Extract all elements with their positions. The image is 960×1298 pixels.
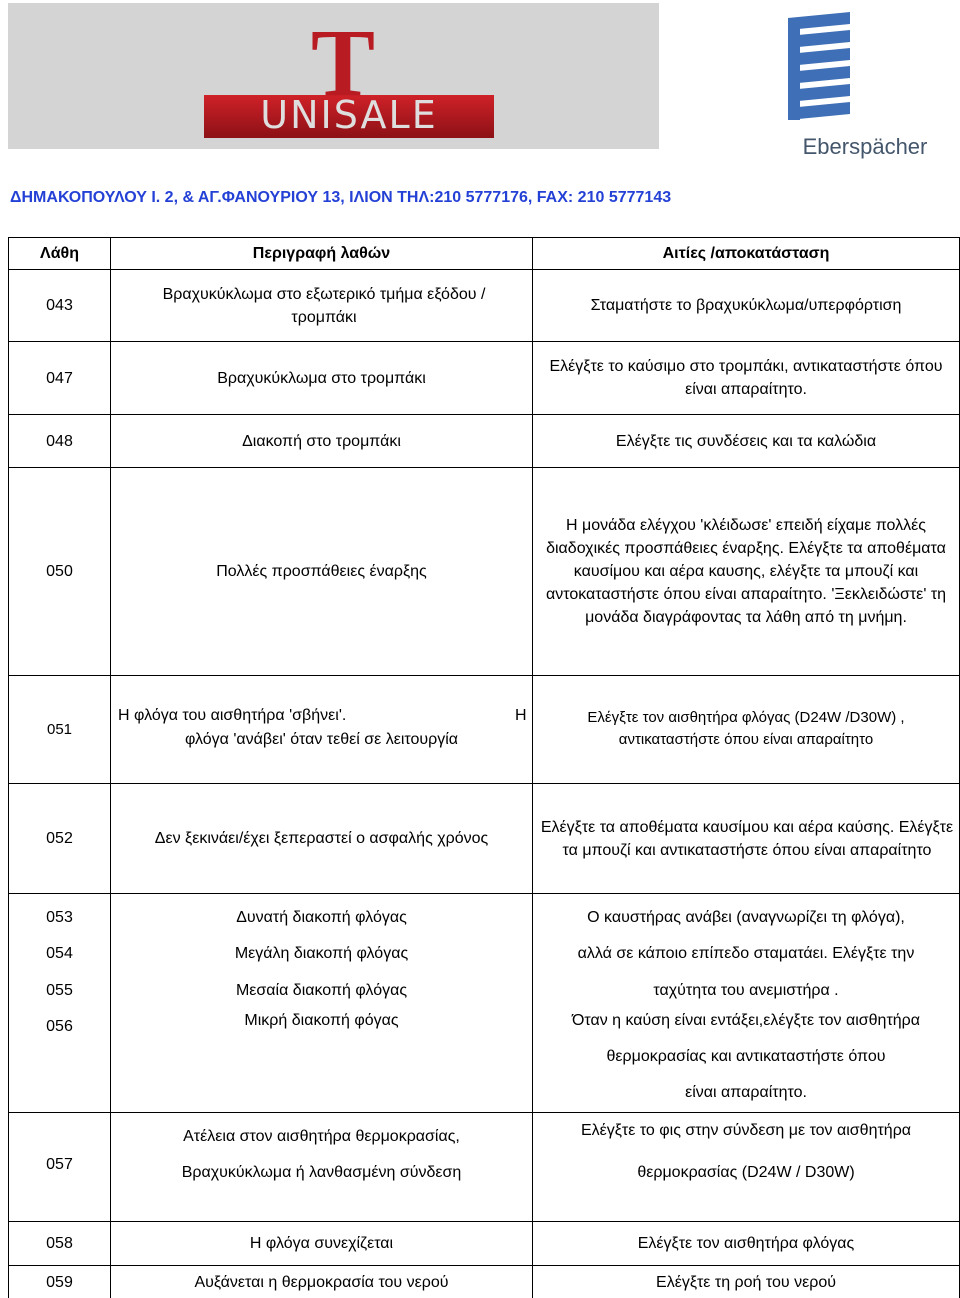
row-059-causes: Ελέγξτε τη ροή του νερού: [656, 1273, 836, 1291]
row-057-description-line: Ατέλεια στον αισθητήρα θερμοκρασίας,: [183, 1128, 460, 1145]
row-048-description: Διακοπή στο τρομπάκι: [242, 432, 401, 450]
row-047-causes: Ελέγξτε το καύσιμο στο τρομπάκι, αντικαταστήστε όπου είναι απαραίτητο.: [549, 358, 943, 398]
row-055-code: 055: [46, 982, 73, 999]
unisale-logo: [8, 3, 659, 149]
row-051-causes-line1: Ελέγξτε τον αισθητήρα φλόγας (D24W /D30W) ,: [587, 709, 905, 726]
row-050-code: 050: [46, 563, 73, 580]
row-056-code: 056: [46, 1018, 73, 1035]
row-050-causes: Η μονάδα ελέγχου 'κλέιδωσε' επειδή είχαμε πολλές διαδοχικές προσπάθειες έναρξης. Ελέγξτε τα αποθέματα καυσίμου και αέρα καυσης, ελέγξτε τα μπουζί και αντοκαταστήστε όπου είναι απαραίτητο. 'Ξεκλειδώστε' τη μονάδα διαγράφοντας τα λάθη από τη μνήμη.: [545, 517, 947, 626]
row-057-causes-line: θερμοκρασίας (D24W / D30W): [637, 1164, 855, 1181]
row-047-description: Βραχυκύκλωμα στο τρομπάκι: [217, 369, 426, 387]
row-056-description: Μικρή διακοπή φόγας: [244, 1012, 399, 1029]
row-053-code: 053: [46, 909, 73, 926]
row-043-code: 043: [46, 297, 73, 314]
row-055-description: Μεσαία διακοπή φλόγας: [235, 982, 408, 999]
logo-t-letter: T: [310, 9, 376, 116]
row-051-description-line1-end: Η: [515, 707, 527, 724]
eberspaecher-emblem-icon: [784, 12, 854, 132]
row-051-causes-line2: αντικαταστήστε όπου είναι απαραίτητο: [618, 731, 874, 748]
header-code: Λάθη: [40, 245, 79, 262]
row-057-causes-line: Ελέγξτε το φις στην σύνδεση με τον αισθητήρα: [580, 1122, 912, 1139]
company-address-line: ΔΗΜΑΚΟΠΟΥΛΟΥ Ι. 2, & ΑΓ.ΦΑΝΟΥΡΙΟΥ 13, ΙΛΙΟΝ ΤΗΛ:210 5777176, FAX: 210 5777143: [10, 189, 672, 206]
header-causes: Αιτίες /αποκατάσταση: [662, 245, 830, 262]
row-052-causes: Ελέγξτε τα αποθέματα καυσίμου και αέρα καύσης. Ελέγξτε τα μπουζί και αντικαταστήστε όπου είναι απαραίτητο: [540, 818, 954, 859]
group-causes-line: αλλά σε κάποιο επίπεδο σταματάει. Ελέγξτε την: [577, 945, 915, 962]
row-054-code: 054: [46, 945, 73, 962]
table-rule: [8, 1112, 960, 1113]
row-059-description: Αυξάνεται η θερμοκρασία του νερού: [194, 1273, 449, 1291]
row-043-causes: Σταματήστε το βραχυκύκλωμα/υπερφόρτιση: [590, 297, 902, 314]
table-rule: [8, 893, 960, 894]
eberspaecher-name: Eberspächer: [802, 134, 928, 159]
row-057-description-line: Βραχυκύκλωμα ή λανθασμένη σύνδεση: [181, 1164, 462, 1181]
group-causes-line: είναι απαραίτητο.: [685, 1084, 807, 1101]
row-050-description: Πολλές προσπάθειες έναρξης: [216, 563, 427, 580]
group-causes-line: ταχύτητα του ανεμιστήρα .: [653, 982, 839, 999]
row-059-code: 059: [46, 1273, 73, 1291]
row-048-code: 048: [46, 432, 73, 450]
row-051-code: 051: [46, 720, 73, 738]
row-052-code: 052: [46, 830, 73, 847]
group-causes-line: Όταν η καύση είναι εντάξει,ελέγξτε τον αισθητήρα: [571, 1012, 921, 1029]
header-description: Περιγραφή λαθών: [252, 245, 391, 262]
row-057-code: 057: [46, 1156, 73, 1173]
row-047-code: 047: [46, 369, 73, 387]
table-rule: [8, 675, 960, 676]
row-051-description-line2: φλόγα 'ανάβει' όταν τεθεί σε λειτουργία: [184, 731, 459, 748]
row-048-causes: Ελέγξτε τις συνδέσεις και τα καλώδια: [615, 432, 877, 450]
row-058-causes: Ελέγξτε τον αισθητήρα φλόγας: [637, 1235, 855, 1252]
group-causes-line: Ο καυστήρας ανάβει (αναγνωρίζει τη φλόγα),: [587, 909, 905, 926]
group-causes-line: θερμοκρασίας και αντικαταστήστε όπου: [606, 1048, 886, 1065]
row-058-code: 058: [46, 1235, 73, 1252]
row-051-description-line1: Η φλόγα του αισθητήρα 'σβήνει'.: [118, 707, 347, 724]
row-054-description: Μεγάλη διακοπή φλόγας: [234, 945, 409, 962]
eberspaecher-logo: [770, 12, 960, 162]
row-053-description: Δυνατή διακοπή φλόγας: [236, 909, 407, 926]
row-043-description: Βραχυκύκλωμα στο εξωτερικό τμήμα εξόδου /τρομπάκι: [162, 285, 486, 326]
row-052-description: Δεν ξεκινάει/έχει ξεπεραστεί ο ασφαλής χρόνος: [154, 830, 489, 847]
row-058-description: Η φλόγα συνεχίζεται: [249, 1235, 394, 1252]
logo-wordmark: UNISALE: [260, 93, 438, 137]
